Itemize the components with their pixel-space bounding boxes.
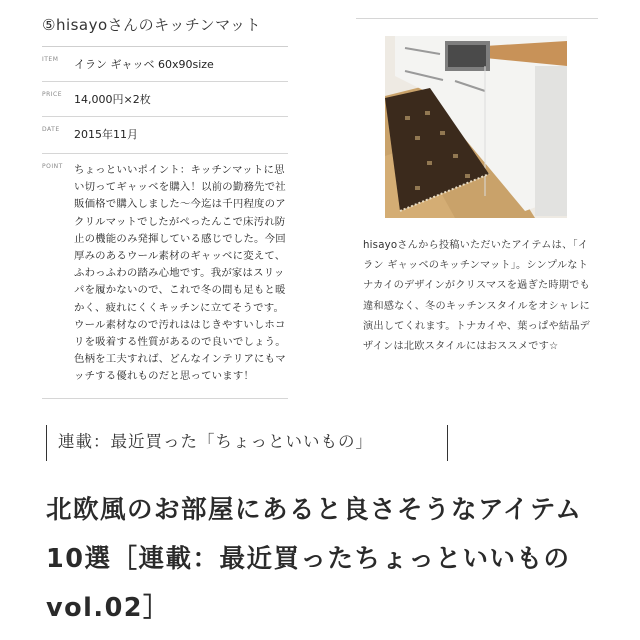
section-heading: ⑤hisayoさんのキッチンマット	[42, 16, 262, 34]
kitchen-mat-image	[385, 36, 567, 218]
spec-label-point: POINT	[42, 163, 63, 170]
spec-label-price: PRICE	[42, 91, 63, 98]
divider	[356, 18, 598, 19]
article-title[interactable]: 北欧風のお部屋にあると良さそうなアイテム10選［連載：最近買ったちょっといいもの vol.02］	[46, 495, 583, 623]
spec-value-date: 2015年11月	[74, 128, 138, 141]
photo-caption: hisayoさんから投稿いただいたアイテムは、「イラン ギャッベのキッチンマット」。シンプルなトナカイのデザインがクリスマスを過ぎた時期でも違和感なく、冬のキッチンスタイルをオシャレに演出してくれます。トナカイや、葉っぱや結晶デザインは北欧スタイルにはおススメです☆	[363, 240, 590, 353]
spec-value-point: ちょっといいポイント：キッチンマットに思い切ってギャッベを購入！以前の勤務先で社販価格で購入しました〜今迄は千円程度のアクリルマットでしたがぺったんこで床汚れ防止の機能のみ発揮している感じでした。今回厚みのあるウール素材のギャッベに変えて、ふわっふわの踏み心地です。我が家はスリッパを履かないので、これで冬の間も足もと暖かく、疲れにくくキッチンに立てそうです。ウール素材なので汚れははじきやすいしホコリを吸着する性質があるので良いでしょう。色柄を工夫すれば、どんなインテリアにもマッチする優れものだと思っています！	[74, 164, 286, 383]
spec-value-price: 14,000円×2枚	[74, 93, 151, 106]
spec-label-item: ITEM	[42, 56, 59, 63]
series-label[interactable]: 連載：最近買った「ちょっといいもの」	[46, 425, 448, 461]
kitchen-mat-photo	[385, 36, 567, 218]
spec-label-date: DATE	[42, 126, 60, 133]
spec-table	[42, 47, 288, 399]
spec-row-item	[42, 47, 288, 82]
spec-value-item: イラン ギャッベ 60x90size	[74, 58, 214, 71]
spec-row-price	[42, 82, 288, 117]
spec-row-date	[42, 117, 288, 154]
spec-row-point	[42, 154, 288, 399]
